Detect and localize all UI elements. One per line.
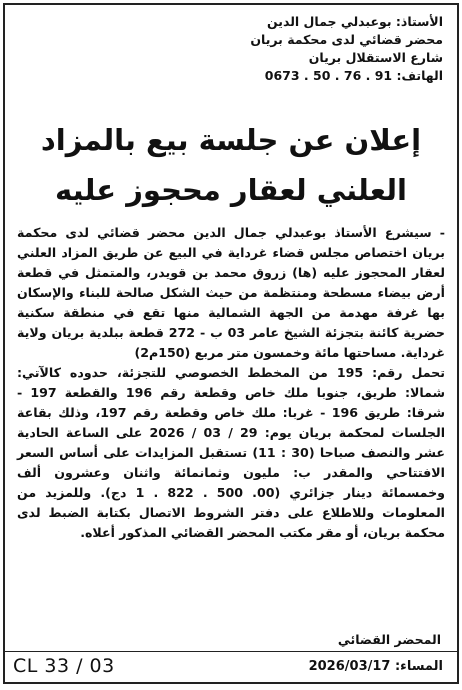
notice-paragraph-auction: تحمل رقم: 195 من المخطط الخصوصي للتجزئة، حدوده كالآتي: شمالا: طريق، جنوبا ملك خاص وقطعة رقم 196 والقطعة 197 - شرقا: طريق 196 - غربا: ملك خاص وقطعة رقم 197، وذلك بقاعة الجلسات لمحكمة بريان يوم: 29 / 03 / 2026 على الساعة الحادية عشر والنصف صباحا (30 : 11) تستقبل المزايدات على أساس السعر الافتتاحي والمقدر ب: مليون وثمانمائة واثنان وعشرون ألف وخمسمائة دينار جزائري (00. 500 . 822 . 1 دج). وللمزيد من المعلومات وللاطلاع على دفتر الشروط الاتصال بكتابة الضبط لدى محكمة بريان، أو مقر مكتب المحضر القضائي المذكور أعلاه. (17, 365, 446, 540)
notice-title-line2: العلني لعقار محجوز عليه (55, 173, 407, 207)
notice-paragraph-property: - سيشرع الأستاذ بوعبدلي جمال الدين محضر قضائي لدى محكمة بريان اختصاص مجلس قضاء غرداية في البيع عن طريق المزاد العلني لعقار المحجوز عليه (ها) زروق محمد بن قويدر، والمتمثل في قطعة أرض بيضاء مسطحة ومنتظمة من حيث الشكل صالحة للبناء والإسكان بها غرفة مهدمة من الجهة الشمالية منها تقع في منطقة سكنية حضرية كائنة بتجزئة الشيخ عامر 03 ب - 272 قطعة ببلدية بريان ولاية غرداية. مساحتها مائة وخمسون متر مربع (150م2) (17, 225, 445, 360)
bailiff-name: الأستاذ: بوعبدلي جمال الدين (267, 14, 443, 29)
bailiff-address: شارع الاستقلال بريان (308, 50, 443, 65)
bailiff-role: محضر قضائي لدى محكمة بريان (250, 32, 443, 47)
footer-bar (5, 651, 457, 682)
bailiff-phone: الهاتف: 91 . 76 . 50 . 0673 (264, 68, 443, 83)
notice-body (17, 223, 445, 543)
signature: المحضر القضائي (337, 632, 441, 647)
legal-notice (3, 3, 459, 684)
notice-title-line1: إعلان عن جلسة بيع بالمزاد (40, 123, 422, 157)
notice-code: CL 33 / 03 (13, 655, 115, 677)
publication-date: المساء: 2026/03/17 (308, 659, 443, 674)
bailiff-header (19, 13, 443, 85)
notice-title (15, 115, 447, 215)
